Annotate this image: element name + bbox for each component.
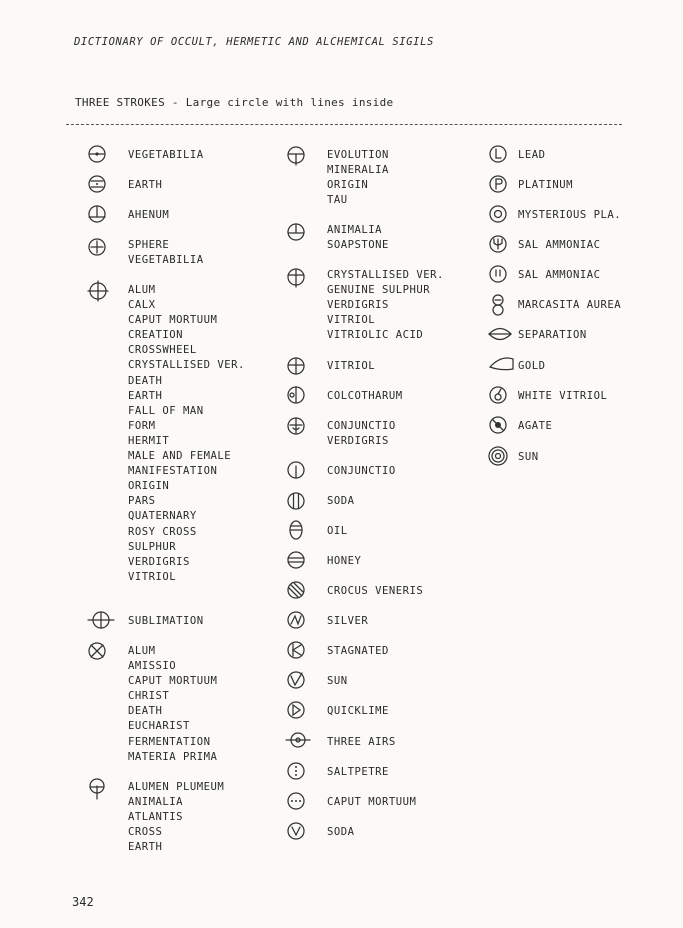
sigil-meanings: [518, 178, 573, 193]
sigil-meanings: [518, 268, 601, 283]
meaning-text: VERDIGRIS: [128, 555, 190, 568]
meaning-text: CALX: [128, 299, 156, 312]
meaning-text: CONJUNCTIO: [327, 420, 396, 432]
meaning-text: SUBLIMATION: [128, 615, 204, 627]
meaning-text: AHENUM: [128, 209, 170, 221]
meaning-text: ALUM: [128, 645, 156, 657]
meaning-text: SUN: [518, 451, 539, 463]
meaning-text: PLATINUM: [518, 179, 574, 191]
circle-hbar-extended-icon: [86, 610, 116, 638]
meaning-text: CROSSWHEEL: [128, 344, 197, 357]
sigil-meanings: [128, 614, 204, 629]
section-heading: THREE STROKES - Large circle with lines inside: [75, 96, 394, 109]
sigil-meanings: [128, 178, 162, 193]
meaning-text: QUICKLIME: [327, 705, 389, 717]
meaning-text: CAPUT MORTUUM: [128, 314, 218, 327]
sigil-meanings: [327, 735, 396, 750]
meaning-text: VEGETABILIA: [128, 254, 204, 267]
meaning-text: FORM: [128, 419, 156, 432]
divider: [66, 124, 622, 125]
meaning-text: ALUMEN PLUMEUM: [128, 781, 225, 793]
sigil-meanings: [518, 148, 546, 163]
meaning-text: EARTH: [128, 179, 163, 191]
meaning-text: ORIGIN: [128, 480, 170, 493]
meaning-text: QUATERNARY: [128, 510, 197, 523]
circle-side-loop-icon: [285, 385, 315, 413]
meaning-text: TAU: [327, 194, 348, 207]
meaning-text: DEATH: [128, 374, 163, 387]
meaning-text: STAGNATED: [327, 645, 389, 657]
sigil-meanings: [327, 704, 389, 719]
sigil-meanings: [327, 554, 361, 569]
sigil-meanings: [327, 268, 444, 343]
meaning-text: SPHERE: [128, 239, 170, 251]
meaning-text: WHITE VITRIOL: [518, 390, 608, 402]
sigil-meanings: [327, 419, 396, 449]
running-header: DICTIONARY OF OCCULT, HERMETIC AND ALCHEMICAL SIGILS: [74, 36, 434, 48]
page-number: 342: [72, 895, 94, 909]
meaning-text: COLCOTHARUM: [327, 390, 403, 402]
circle-vline-half-icon: [285, 460, 315, 488]
sigil-meanings: [128, 780, 224, 855]
circle-diagonal-hatch-icon: [285, 580, 315, 608]
meaning-text: MYSTERIOUS PLA.: [518, 209, 622, 221]
meaning-text: ATLANTIS: [128, 811, 184, 824]
circle-cross-knot-icon: [285, 416, 315, 444]
stacked-circles-icon: [487, 294, 517, 322]
circle-letter-p-icon: [487, 174, 517, 202]
sigil-meanings: [327, 223, 389, 253]
circle-v-icon: [285, 821, 315, 849]
circle-trident-icon: [487, 234, 517, 262]
sigil-meanings: [518, 450, 539, 465]
meaning-text: GENUINE SULPHUR: [327, 284, 431, 297]
meaning-text: CREATION: [128, 329, 184, 342]
meaning-text: CONJUNCTIO: [327, 465, 396, 477]
circle-tall-cross-icon: [285, 267, 315, 295]
sigil-meanings: [128, 644, 217, 765]
circle-cross-small-icon: [86, 237, 116, 265]
meaning-text: SOAPSTONE: [327, 239, 389, 252]
double-circle-dot-icon: [487, 446, 517, 474]
meaning-text: MALE AND FEMALE: [128, 450, 232, 463]
meaning-text: SILVER: [327, 615, 369, 627]
meaning-text: CROSS: [128, 826, 163, 839]
sigil-meanings: [128, 283, 245, 585]
meaning-text: CROCUS VENERIS: [327, 585, 424, 597]
circle-cross-extended-icon: [86, 280, 116, 308]
meaning-text: SULPHUR: [128, 540, 177, 553]
sigil-meanings: [518, 208, 621, 223]
sigil-meanings: [128, 208, 169, 223]
sigil-meanings: [518, 389, 607, 404]
meaning-text: SAL AMMONIAC: [518, 269, 601, 281]
meaning-text: ALUM: [128, 284, 156, 296]
oval-hbar-icon: [285, 520, 315, 548]
circle-letter-l-icon: [487, 144, 517, 172]
circle-filled-mark-icon: [487, 415, 517, 443]
circle-ring-inner-icon: [487, 204, 517, 232]
sigil-meanings: [327, 148, 389, 208]
circle-n-mark-icon: [285, 610, 315, 638]
meaning-text: HERMIT: [128, 434, 170, 447]
sigil-meanings: [327, 494, 355, 509]
sigil-meanings: [327, 674, 348, 689]
meaning-text: MARCASITA AUREA: [518, 299, 622, 311]
meaning-text: VITRIOLIC ACID: [327, 329, 424, 342]
meaning-text: CRYSTALLISED VER.: [128, 359, 245, 372]
meaning-text: FERMENTATION: [128, 735, 211, 748]
horn-shape-icon: [487, 355, 517, 383]
sigil-meanings: [327, 825, 355, 840]
circle-two-vlines-icon: [285, 491, 315, 519]
meaning-text: HONEY: [327, 555, 362, 567]
meaning-text: MINERALIA: [327, 164, 389, 177]
meaning-text: THREE AIRS: [327, 736, 396, 748]
meaning-text: CAPUT MORTUUM: [327, 796, 417, 808]
sigil-meanings: [518, 359, 546, 374]
meaning-text: VERDIGRIS: [327, 299, 389, 312]
circle-two-short-lines-icon: [487, 264, 517, 292]
circle-loop-tail-icon: [487, 385, 517, 413]
meaning-text: FALL OF MAN: [128, 404, 204, 417]
meaning-text: MATERIA PRIMA: [128, 750, 218, 763]
sigil-meanings: [518, 238, 601, 253]
circle-dot-bar-icon: [86, 144, 116, 172]
circle-lower-cross-icon: [86, 777, 116, 805]
sigil-meanings: [518, 298, 621, 313]
circle-k-mark-icon: [285, 640, 315, 668]
sigil-meanings: [327, 464, 396, 479]
sigil-meanings: [327, 359, 375, 374]
sigil-meanings: [327, 765, 389, 780]
circle-vline-lower-bar-icon: [86, 204, 116, 232]
meaning-text: AMISSIO: [128, 660, 177, 673]
meaning-text: OIL: [327, 525, 348, 537]
circle-dot-hbar-icon: [285, 730, 315, 758]
meaning-text: ANIMALIA: [128, 796, 184, 809]
meaning-text: PARS: [128, 495, 156, 508]
meaning-text: SAL AMMONIAC: [518, 239, 601, 251]
sigil-meanings: [327, 524, 348, 539]
meaning-text: SEPARATION: [518, 329, 587, 341]
meaning-text: MANIFESTATION: [128, 465, 218, 478]
meaning-text: ROSY CROSS: [128, 525, 197, 538]
lens-hbar-icon: [487, 324, 517, 352]
circle-lower-tau-icon: [285, 222, 315, 250]
meaning-text: SALTPETRE: [327, 766, 389, 778]
circle-triangle-icon: [285, 700, 315, 728]
circle-v-stroke-icon: [285, 670, 315, 698]
meaning-text: VITRIOL: [327, 360, 376, 372]
meaning-text: EVOLUTION: [327, 149, 389, 161]
meaning-text: VERDIGRIS: [327, 435, 389, 448]
meaning-text: GOLD: [518, 360, 546, 372]
circle-two-hlines-dot-icon: [86, 174, 116, 202]
sigil-meanings: [128, 238, 204, 268]
sigil-meanings: [327, 389, 403, 404]
meaning-text: ANIMALIA: [327, 224, 383, 236]
meaning-text: SODA: [327, 495, 355, 507]
circle-three-dots-row-icon: [285, 791, 315, 819]
sigil-meanings: [518, 328, 587, 343]
meaning-text: VEGETABILIA: [128, 149, 204, 161]
sigil-meanings: [518, 419, 552, 434]
meaning-text: DEATH: [128, 705, 163, 718]
sigil-meanings: [128, 148, 204, 163]
meaning-text: EARTH: [128, 841, 163, 854]
meaning-text: LEAD: [518, 149, 546, 161]
meaning-text: CRYSTALLISED VER.: [327, 269, 444, 281]
sigil-meanings: [327, 584, 423, 599]
meaning-text: SODA: [327, 826, 355, 838]
meaning-text: ORIGIN: [327, 179, 369, 192]
meaning-text: EUCHARIST: [128, 720, 190, 733]
meaning-text: CHRIST: [128, 690, 170, 703]
circle-three-dots-icon: [285, 761, 315, 789]
meaning-text: EARTH: [128, 389, 163, 402]
sigil-meanings: [327, 614, 368, 629]
circle-upper-tau-icon: [285, 145, 315, 173]
circle-cross-vitriol-icon: [285, 356, 315, 384]
sigil-meanings: [327, 795, 416, 810]
circle-two-hlines-icon: [285, 550, 315, 578]
circle-saltire-icon: [86, 641, 116, 669]
meaning-text: SUN: [327, 675, 348, 687]
meaning-text: CAPUT MORTUUM: [128, 675, 218, 688]
meaning-text: AGATE: [518, 420, 553, 432]
meaning-text: VITRIOL: [128, 570, 177, 583]
sigil-meanings: [327, 644, 389, 659]
meaning-text: VITRIOL: [327, 314, 376, 327]
